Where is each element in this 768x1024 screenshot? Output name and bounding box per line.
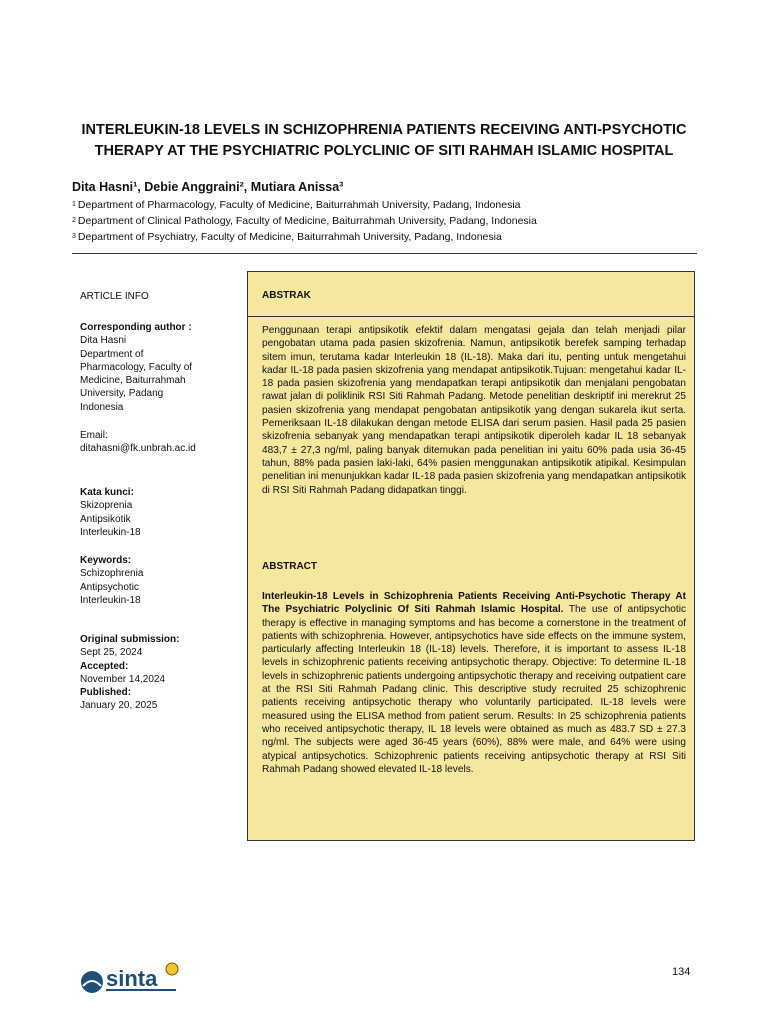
- kata-kunci-label: Kata kunci:: [80, 487, 134, 498]
- affiliation-2: $^2$ Department of Clinical Pathology, Faculty of Medicine, Baiturrahmah University, Padang, Indonesia: [72, 215, 537, 227]
- accepted-date: November 14,2024: [80, 673, 166, 685]
- keywords-label: Keywords:: [80, 555, 132, 566]
- abstract-body: The use of antipsychotic therapy is effective in managing symptoms and has become a cornerstone in the treatment of patients with schizophrenia. However, antipsychotics have side effects on the immune system, particularly affecting Interleukin 18 (IL-18) levels. Therefore, it is important to assess IL-18 levels in schizophrenic patients receiving antipsychotic therapy. Objective: To determine IL-18 levels in schizophrenic patients undergoing antipsychotic therapy and receiving outpatient care at the RSI Siti Rahmah Padang clinic. This descriptive study recruited 25 schizophrenic patients receiving antipsychotic therapy who voluntarily participated. IL-18 levels were measured using the ELISA method from patient serum. Results: In 25 schizophrenia patients who received antipsychotic therapy, IL 18 levels were obtained as much as 483.7 SD ± 27.3 ng/ml. The subjects were aged 36-45 years (60%), 88% were male, and 64% were using atypical antipsychotics. Schizophrenic patients receiving antipsychotic therapy at RSI Siti Rahmah Padang showed elevated IL-18 levels.: [262, 604, 686, 775]
- email-link[interactable]: ditahasni@fk.unbrah.ac.id: [80, 443, 196, 455]
- abstract-box-divider: [248, 316, 694, 317]
- sinta-logo: [78, 962, 188, 998]
- sinta-logo-icon: [78, 962, 188, 998]
- email-block: [80, 429, 230, 456]
- page-number: 134: [672, 966, 691, 978]
- original-submission-date: Sept 25, 2024: [80, 647, 143, 659]
- abstrak-text: Penggunaan terapi antipsikotik efektif dalam mengatasi gejala dan telah menjadi pilar pengobatan utama pada pasien skizofrenia. Namun, antipsikotik berefek samping terhadap sitem imun, terutama kadar Interleukin 18 (IL-18). Maka dari itu, penting untuk mengetahui kadar IL-18 pada pasien skizofrenia yang mendapat antipsikotik.Tujuan: mengetahui kadar IL-18 pada pasien skizofrenia yang mendapatkan terapi antipsikotik dan menjalani pengobatan rawat jalan di poliklinik RSI Siti Rahmah Padang. Metode penelitian deskriptif ini merekrut 25 pasien skizofrenia yang mendapat pengobatan antipsikotik yang dengan sukarela ikut serta. Pemeriksaan IL-18 dilakukan dengan metode ELISA dari serum pasien. Hasil pada 25 pasien skizofrenia sebanyak yang mendapatkan terapi antipsikotik diperoleh kadar IL 18 sebanyak 483,7 ± 27,3 ng/ml, paling banyak ditemukan pada penelitian ini yaitu 60% pada usia 36-45 tahun, 88% pada pasien laki-laki, 64% pasien menggunakan antipsikotik atipikal. Kesimpulan penelitian ini menunjukkan kadar IL-18 pada pasien skizofrenia yang mendapatkan antipsikotik di RSI Siti Rahmah Padang didapatkan tinggi.: [262, 325, 686, 496]
- abstract-box: [247, 271, 695, 841]
- affiliation-3: $^3$ Department of Psychiatry, Faculty of Medicine, Baiturrahmah University, Padang, Indonesia: [72, 231, 502, 243]
- title-line-1: INTERLEUKIN-18 LEVELS IN SCHIZOPHRENIA PATIENTS RECEIVING ANTI-PSYCHOTIC: [81, 122, 687, 138]
- keyword-item: Interleukin-18: [80, 594, 141, 606]
- sinta-logo-text: sinta: [106, 966, 158, 991]
- abstract-heading: ABSTRACT: [262, 561, 317, 572]
- abstract-text: [262, 590, 686, 776]
- corresponding-line: Department of: [80, 348, 144, 360]
- abstrak-heading: ABSTRAK: [262, 290, 311, 301]
- corresponding-line: Pharmacology, Faculty of: [80, 361, 193, 373]
- kata-kunci-item: Antipsikotik: [80, 513, 131, 525]
- affiliation-1: $^1$ Department of Pharmacology, Faculty of Medicine, Baiturrahmah University, Padang, Indonesia: [72, 199, 521, 211]
- corresponding-line: Dita Hasni: [80, 335, 127, 347]
- corresponding-label: Corresponding author :: [80, 322, 192, 333]
- accepted-label: Accepted:: [80, 660, 129, 672]
- keywords-block: [80, 554, 230, 607]
- kata-kunci-block: [80, 486, 230, 539]
- corresponding-line: University, Padang: [80, 388, 164, 400]
- kata-kunci-item: Interleukin-18: [80, 526, 141, 538]
- keyword-item: Schizophrenia: [80, 568, 144, 580]
- header-divider: [72, 253, 697, 254]
- article-info-heading: ARTICLE INFO: [80, 291, 149, 302]
- corresponding-line: Medicine, Baiturrahmah: [80, 375, 186, 387]
- paper-title: [60, 120, 708, 162]
- author-list: Dita Hasni¹, Debie Anggraini², Mutiara Anissa³: [72, 180, 344, 194]
- abstract-bold-title: Interleukin-18 Levels in Schizophrenia Patients Receiving Anti-Psychotic Therapy At The Psychiatric Polyclinic Of Siti Rahmah Islamic Hospital.: [262, 591, 686, 616]
- email-label: Email:: [80, 430, 108, 441]
- dates-block: [80, 633, 230, 713]
- title-line-2: THERAPY AT THE PSYCHIATRIC POLYCLINIC OF SITI RAHMAH ISLAMIC HOSPITAL: [94, 143, 674, 159]
- kata-kunci-item: Skizoprenia: [80, 500, 133, 512]
- published-label: Published:: [80, 687, 132, 699]
- published-date: January 20, 2025: [80, 700, 158, 712]
- corresponding-line: Indonesia: [80, 401, 124, 413]
- original-submission-label: Original submission:: [80, 634, 180, 645]
- keyword-item: Antipsychotic: [80, 581, 139, 593]
- corresponding-author: [80, 321, 230, 414]
